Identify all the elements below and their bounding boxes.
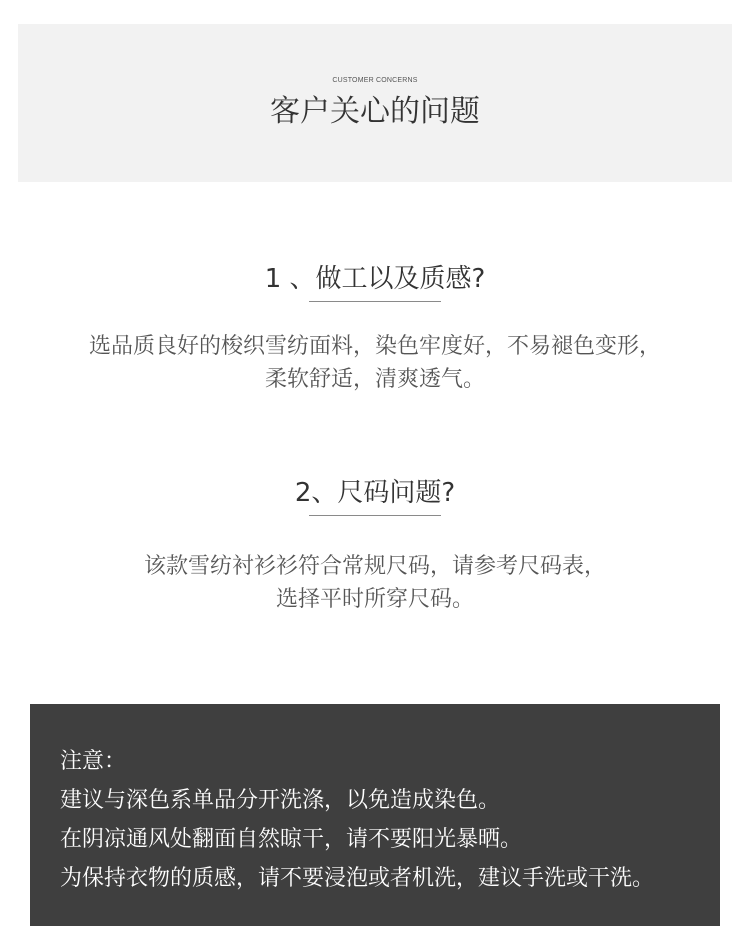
faq-question: 1 、做工以及质感? (264, 264, 486, 294)
answer-line: 该款雪纺衬衫衫符合常规尺码，请参考尺码表， (143, 554, 606, 579)
answer-line: 选择平时所穿尺码。 (275, 587, 474, 612)
question-underline (309, 301, 441, 302)
faq-question: 2、尺码问题? (294, 478, 456, 508)
faq-item-quality (0, 262, 750, 396)
banner-subtitle: CUSTOMER CONCERNS (332, 77, 418, 84)
notice-heading: 注意： (60, 749, 127, 774)
care-notice-box (30, 704, 720, 926)
answer-line: 柔软舒适，清爽透气。 (264, 367, 485, 392)
question-underline (309, 515, 441, 516)
faq-answer (0, 550, 750, 616)
faq-item-size (0, 476, 750, 616)
notice-line: 建议与深色系单品分开洗涤，以免造成染色。 (60, 788, 501, 813)
notice-line: 为保持衣物的质感，请不要浸泡或者机洗，建议手洗或干洗。 (60, 866, 655, 891)
faq-answer (0, 330, 750, 396)
header-banner (18, 24, 732, 182)
page-title: 客户关心的问题 (270, 94, 480, 129)
notice-line: 在阴凉通风处翻面自然晾干，请不要阳光暴晒。 (60, 827, 523, 852)
answer-line: 选品质良好的梭织雪纺面料，染色牢度好，不易褪色变形， (88, 334, 661, 359)
